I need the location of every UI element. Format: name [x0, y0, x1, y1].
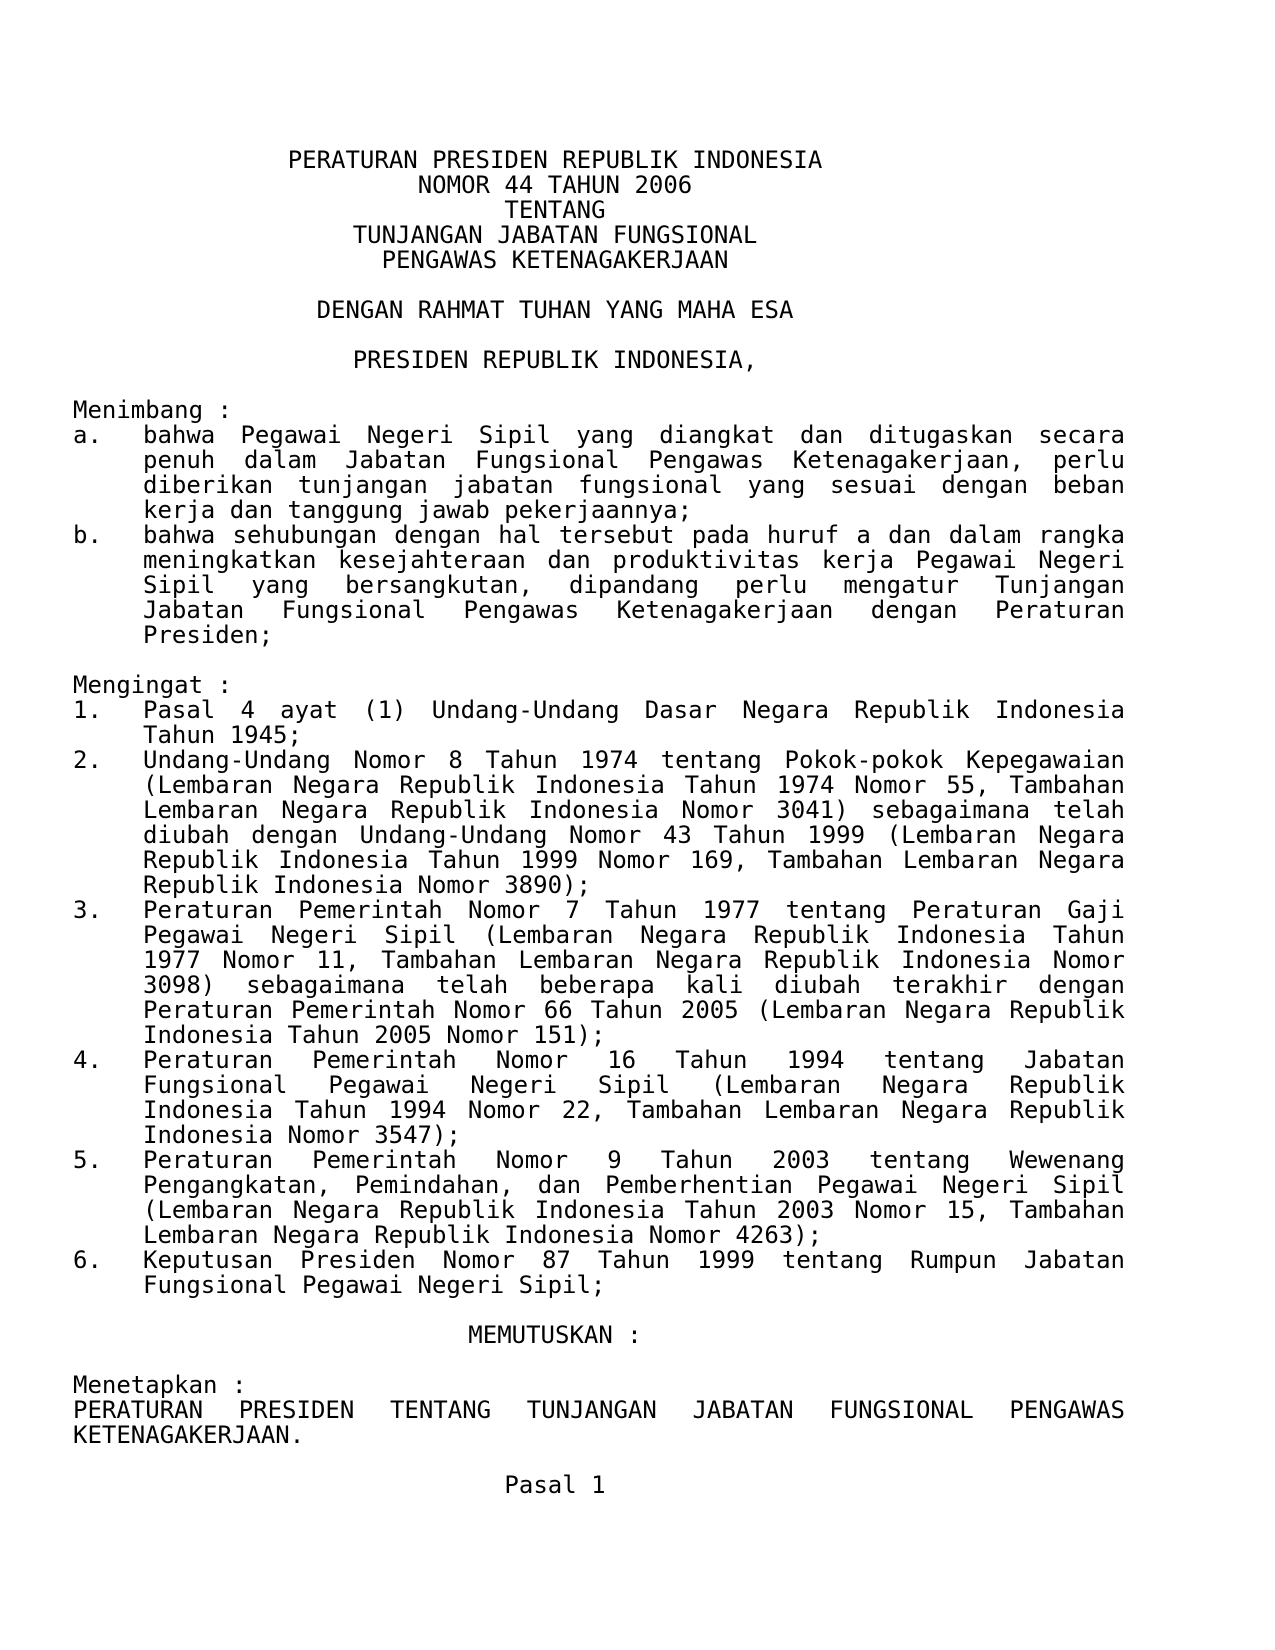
item-label: a. [73, 421, 102, 449]
text-line: diubah dengan Undang-Undang Nomor 43 Tahun 1999 (Lembaran Negara [143, 821, 1125, 849]
text-line: Republik Indonesia Tahun 1999 Nomor 169, Tambahan Lembaran Negara [143, 846, 1125, 874]
mengingat-heading: Mengingat : [73, 671, 232, 699]
section-title-line: TUNJANGAN JABATAN FUNGSIONAL [352, 221, 758, 249]
text-line: Lembaran Negara Republik Indonesia Nomor 3041) sebagaimana telah [143, 796, 1125, 824]
text-line: Jabatan Fungsional Pengawas Ketenagakerjaan dengan Peraturan [143, 596, 1125, 624]
text-line: Sipil yang bersangkutan, dipandang perlu mengatur Tunjangan [143, 571, 1125, 599]
text-line: a. bahwa Pegawai Negeri Sipil yang diangkat dan ditugaskan secara [73, 421, 1125, 449]
text-line: Indonesia Tahun 1994 Nomor 22, Tambahan Lembaran Negara Republik [143, 1096, 1125, 1124]
item-label: 4. [73, 1046, 102, 1074]
section-pasal-1-line: Pasal 1 [504, 1471, 606, 1499]
blank-line [73, 323, 1125, 348]
blank-line [73, 1448, 1125, 1473]
text-line: 6. Keputusan Presiden Nomor 87 Tahun 1999 tentang Rumpun Jabatan [73, 1246, 1125, 1274]
text-line: Indonesia Nomor 3547); [143, 1121, 461, 1149]
text-line: Tahun 1945; [143, 721, 302, 749]
text-line: Fungsional Pegawai Negeri Sipil; [143, 1271, 606, 1299]
blank-line [73, 1348, 1125, 1373]
text-line: Lembaran Negara Republik Indonesia Nomor 4263); [143, 1221, 823, 1249]
text-line: PERATURAN PRESIDEN TENTANG TUNJANGAN JABATAN FUNGSIONAL PENGAWAS [73, 1396, 1125, 1424]
blank-line [73, 1298, 1125, 1323]
text-line: (Lembaran Negara Republik Indonesia Tahun 1974 Nomor 55, Tambahan [143, 771, 1125, 799]
item-label: 2. [73, 746, 102, 774]
item-label: 3. [73, 896, 102, 924]
text-line: diberikan tunjangan jabatan fungsional yang sesuai dengan beban [143, 471, 1125, 499]
text-line: 2. Undang-Undang Nomor 8 Tahun 1974 tentang Pokok-pokok Kepegawaian [73, 746, 1125, 774]
blank-line [73, 273, 1125, 298]
item-label: 6. [73, 1246, 102, 1274]
text-line: (Lembaran Negara Republik Indonesia Tahun 2003 Nomor 15, Tambahan [143, 1196, 1125, 1224]
menimbang-heading: Menimbang : [73, 396, 232, 424]
text-line: b. bahwa sehubungan dengan hal tersebut pada huruf a dan dalam rangka [73, 521, 1125, 549]
section-title-line: TENTANG [504, 196, 606, 224]
section-issuer-line: PRESIDEN REPUBLIK INDONESIA, [352, 346, 758, 374]
text-line: Fungsional Pegawai Negeri Sipil (Lembaran Negara Republik [143, 1071, 1125, 1099]
text-line: meningkatkan kesejahteraan dan produktivitas kerja Pegawai Negeri [143, 546, 1125, 574]
section-title-line: PENGAWAS KETENAGAKERJAAN [381, 246, 729, 274]
section-memutuskan-line: MEMUTUSKAN : [468, 1321, 642, 1349]
text-line: Pegawai Negeri Sipil (Lembaran Negara Republik Indonesia Tahun [143, 921, 1125, 949]
text-line: kerja dan tanggung jawab pekerjaannya; [143, 496, 693, 524]
text-line: 1. Pasal 4 ayat (1) Undang-Undang Dasar Negara Republik Indonesia [73, 696, 1125, 724]
text-line: 5. Peraturan Pemerintah Nomor 9 Tahun 2003 tentang Wewenang [73, 1146, 1125, 1174]
text-line: 3. Peraturan Pemerintah Nomor 7 Tahun 1977 tentang Peraturan Gaji [73, 896, 1125, 924]
item-label: 1. [73, 696, 102, 724]
text-line: 4. Peraturan Pemerintah Nomor 16 Tahun 1994 tentang Jabatan [73, 1046, 1125, 1074]
blank-line [73, 648, 1125, 673]
text-line: 3098) sebagaimana telah beberapa kali diubah terakhir dengan [143, 971, 1125, 999]
menetapkan-heading: Menetapkan : [73, 1371, 247, 1399]
regulation-document [73, 148, 1125, 1498]
text-line: Peraturan Pemerintah Nomor 66 Tahun 2005 (Lembaran Negara Republik [143, 996, 1125, 1024]
text-line: penuh dalam Jabatan Fungsional Pengawas Ketenagakerjaan, perlu [143, 446, 1125, 474]
text-line: Pengangkatan, Pemindahan, dan Pemberhentian Pegawai Negeri Sipil [143, 1171, 1125, 1199]
section-invocation-line: DENGAN RAHMAT TUHAN YANG MAHA ESA [316, 296, 794, 324]
text-line: KETENAGAKERJAAN. [73, 1421, 305, 1449]
item-label: 5. [73, 1146, 102, 1174]
text-line: 1977 Nomor 11, Tambahan Lembaran Negara Republik Indonesia Nomor [143, 946, 1125, 974]
text-line: Republik Indonesia Nomor 3890); [143, 871, 591, 899]
section-title-line: PERATURAN PRESIDEN REPUBLIK INDONESIA [287, 146, 823, 174]
text-line: Indonesia Tahun 2005 Nomor 151); [143, 1021, 606, 1049]
section-title-line: NOMOR 44 TAHUN 2006 [417, 171, 693, 199]
blank-line [73, 373, 1125, 398]
item-label: b. [73, 521, 102, 549]
text-line: Presiden; [143, 621, 274, 649]
